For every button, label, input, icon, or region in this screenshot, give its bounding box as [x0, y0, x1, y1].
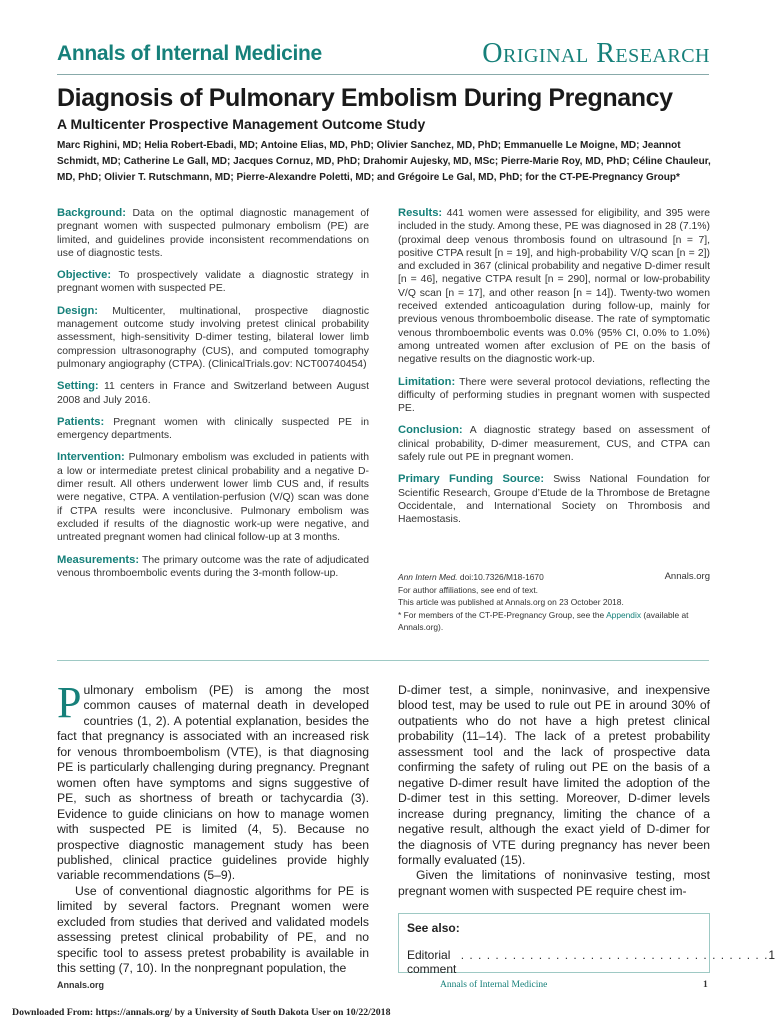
article-metadata: [398, 571, 710, 634]
abstract-results: Results: 441 women were assessed for eligibility, and 395 were included in the study. Among these, PE was diagnosed in 28 (7.1%) (proximal deep venous thrombosis found on ultrasound [n = 7], positive CTPA result [n = 19], and high-probability V/Q scan [n = 2]) and excluded in 367 (clinical probability and negative D-dimer result [n = 46], negative CTPA result [n = 290], normal or low-probability V/Q scan [n = 17], and other reason [n = 14]). Twenty-two women received extended anticoagulation during follow-up, mainly for previous venous thromboembolic disease. The rate of symptomatic venous thromboembolic events was 0.0% (95% CI, 0.0% to 1.0%) among untreated women after exclusion of PE on the basis of negative results on the diagnostic work-up.: [398, 207, 710, 366]
article-subtitle: A Multicenter Prospective Management Outcome Study: [57, 116, 426, 132]
footer-journal: Annals of Internal Medicine: [440, 980, 548, 990]
see-also-heading: See also:: [407, 921, 460, 935]
published-note: This article was published at Annals.org on 23 October 2018.: [398, 597, 624, 607]
abstract-funding: Primary Funding Source: Swiss National Foundation for Scientific Research, Groupe d’Etude de la Thrombose de Bretagne Occidentale, and International Society on Thrombosis and Haemostasis.: [398, 473, 710, 526]
footer-site[interactable]: Annals.org: [57, 980, 105, 990]
journal-name: Annals of Internal Medicine: [57, 42, 322, 65]
abstract-divider: [57, 660, 709, 661]
page-number: 1: [703, 980, 708, 990]
section-label: Original Research: [482, 38, 710, 69]
abstract-label: Objective:: [57, 269, 112, 282]
body-left-column: [57, 678, 369, 977]
article-title: Diagnosis of Pulmonary Embolism During Pregnancy: [57, 84, 673, 112]
download-notice: Downloaded From: https://annals.org/ by a University of South Dakota User on 10/22/2018: [12, 1007, 391, 1018]
abstract-background: Background: Data on the optimal diagnostic management of pregnant women with suspected pulmonary embolism (PE) are limited, and guidelines provide inconsistent recommendations on use of diagnostic tests.: [57, 207, 369, 259]
abstract-label: Patients:: [57, 415, 105, 428]
editorial-comment-link[interactable]: Editorial comment . . . . . . . . . . . . . . . . . . . . . . . . . . . . . . . . . . . . 1: [407, 948, 775, 976]
group-note: * For members of the CT-PE-Pregnancy Group, see the Appendix (available at Annals.org).: [398, 609, 689, 632]
abstract-label: Background:: [57, 207, 126, 219]
body-paragraph: D-dimer test, a simple, noninvasive, and inexpensive blood test, may be used to rule out PE in around 30% of outpatients who do not have a high pretest clinical probability (11–14). The lack of a pretest probability assessment tool and the lack of prospective data confirming the safety of ruling out PE on the basis of a negative D-dimer result have limited the adoption of the D-dimer test in this setting. Moreover, D-dimer levels increase during pregnancy, limiting the chance of a negative result, although the exact yield of D-dimer for the diagnosis of VTE during pregnancy has never been formally evaluated (15).: [398, 683, 710, 867]
abstract-objective: Objective: To prospectively validate a diagnostic strategy in pregnant women with suspected PE.: [57, 269, 369, 295]
body-right-column: [398, 683, 710, 899]
leader-dots: . . . . . . . . . . . . . . . . . . . . . . . . . . . . . . . . . . . .: [456, 948, 769, 962]
abstract-intervention: Intervention: Pulmonary embolism was excluded in patients with a low or intermediate pretest clinical probability and a negative D-dimer result. All others underwent lower limb CUS and, if results were negative, CTPA. A ventilation-perfusion (V/Q) scan was done if CTPA results were inconclusive. Pulmonary embolism was excluded if results of the diagnostic work-up were negative, and untreated pregnant women had clinical follow-up at 3 months.: [57, 451, 369, 544]
body-paragraph: Use of conventional diagnostic algorithms for PE is limited by several factors. Pregnant women were excluded from studies that derived and validated models assessing pretest clinical probability of PE, and no specific tool to assess pretest probability is available in this setting (7, 10). In the nonpregnant population, the: [57, 883, 369, 976]
abstract-label: Conclusion:: [398, 424, 463, 437]
citation-doi[interactable]: doi:10.7326/M18-1670: [459, 572, 544, 582]
abstract-label: Intervention:: [57, 451, 125, 464]
intro-paragraph: Pulmonary embolism (PE) is among the most common causes of maternal death in developed countries (1, 2). A potential explanation, besides the fact that pregnancy is associated with an increased risk for venous thromboembolism (VTE), is that diagnosing PE is particularly challenging during pregnancy. Pregnant women often have symptoms and signs suggestive of PE, such as shortness of breath or tachycardia (3). Evidence to guide clinicians on how to manage women with suspected PE is limited (4, 5). Because no prospective diagnostic management study has been published, clinical practice guidelines provide highly variable recommendations (5–9).: [57, 678, 369, 883]
abstract-label: Results:: [398, 207, 443, 219]
body-paragraph: Given the limitations of noninvasive testing, most pregnant women with suspected PE require chest im-: [398, 868, 710, 898]
abstract-design: Design: Multicenter, multinational, prospective diagnostic management outcome study involving pretest clinical probability assessment, high-sensitivity D-dimer testing, bilateral lower limb compression ultrasonography (CUS), and computed tomography pulmonary angiography (CTPA). (ClinicalTrials.gov: NCT00740454): [57, 304, 370, 370]
abstract-left-column: [57, 207, 369, 589]
drop-cap: P: [57, 678, 82, 727]
abstract-label: Design:: [57, 304, 99, 317]
see-also-box: [398, 913, 775, 976]
abstract-measurements: Measurements: The primary outcome was the rate of adjudicated venous thromboembolic events during the 3-month follow-up.: [57, 553, 369, 579]
author-list: Marc Righini, MD; Helia Robert-Ebadi, MD; Antoine Elias, MD, PhD; Olivier Sanchez, MD, PhD; Emmanuelle Le Moigne, MD; Jeannot Schmidt, MD; Catherine Le Gall, MD; Jacques Cornuz, MD, PhD; Drahomir Aujesky, MD, MSc; Pierre-Marie Roy, MD, PhD; Céline Chauleur, MD, PhD; Olivier T. Rutschmann, MD; Pierre-Alexandre Poletti, MD; and Grégoire Le Gal, MD, PhD; for the CT-PE-Pregnancy Group*: [57, 140, 711, 183]
abstract-label: Measurements:: [57, 553, 140, 566]
abstract-patients: Patients: Pregnant women with clinically suspected PE in emergency departments.: [57, 415, 370, 442]
abstract-right-column: [398, 207, 710, 536]
abstract-setting: Setting: 11 centers in France and Switzerland between August 2008 and July 2016.: [57, 380, 369, 406]
abstract-label: Setting:: [57, 380, 99, 393]
abstract-label: Primary Funding Source:: [398, 473, 545, 486]
appendix-link[interactable]: Appendix: [606, 609, 642, 620]
site-link[interactable]: Annals.org: [664, 571, 710, 582]
affiliations-note: For author affiliations, see end of text.: [398, 584, 538, 595]
abstract-conclusion: Conclusion: A diagnostic strategy based on assessment of clinical probability, D-dimer measurement, CUS, and CTPA can safely rule out PE in pregnant women.: [398, 424, 710, 464]
abstract-limitation: Limitation: There were several protocol deviations, reflecting the difficulty of performing studies in pregnant women with suspected PE.: [398, 375, 711, 415]
abstract-label: Limitation:: [398, 375, 456, 388]
citation-journal: Ann Intern Med.: [398, 572, 458, 582]
header-rule: [57, 74, 709, 75]
